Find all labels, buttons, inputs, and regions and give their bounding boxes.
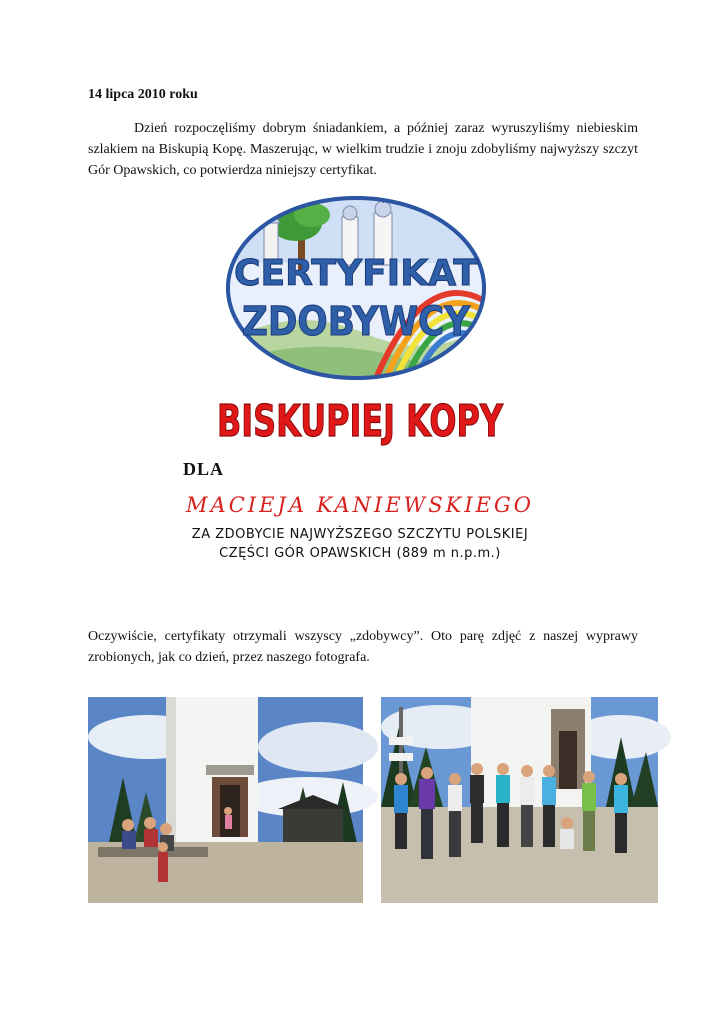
photo-group-at-tower	[381, 697, 658, 903]
reason-line-1: ZA ZDOBYCIE NAJWYŻSZEGO SZCZYTU POLSKIEJ	[191, 527, 529, 542]
certificate-title-line2: ZDOBYWCY	[242, 299, 471, 345]
recipient-name: MACIEJA KANIEWSKIEGO	[186, 493, 534, 517]
mountain-banner	[180, 390, 540, 450]
intro-paragraph: Dzień rozpoczęliśmy dobrym śniadankiem, a później zaraz wyruszyliśmy niebieskim szlakiem na Biskupią Kopę. Maszerując, w wielkim trudzie i znoju zdobyliśmy najwyższy szczyt Gór Opawskich, co potwierdza niniejszy certyfikat.	[88, 121, 638, 178]
certificate-title-line1: CERTYFIKAT	[234, 253, 479, 294]
entry-date: 14 lipca 2010 roku	[88, 87, 198, 102]
for-label: DLA	[183, 459, 225, 479]
closing-paragraph: Oczywiście, certyfikaty otrzymali wszyscy „zdobywcy”. Oto parę zdjęć z naszej wyprawy zrobionych, jak co dzień, przez naszego fotografa.	[88, 629, 638, 665]
mountain-name: BISKUPIEJ KOPY	[217, 396, 504, 447]
certificate-emblem	[224, 193, 488, 383]
reason-line-2: CZĘŚCI GÓR OPAWSKICH (889 m n.p.m.)	[219, 546, 501, 561]
photo-tower-rest	[88, 697, 363, 903]
